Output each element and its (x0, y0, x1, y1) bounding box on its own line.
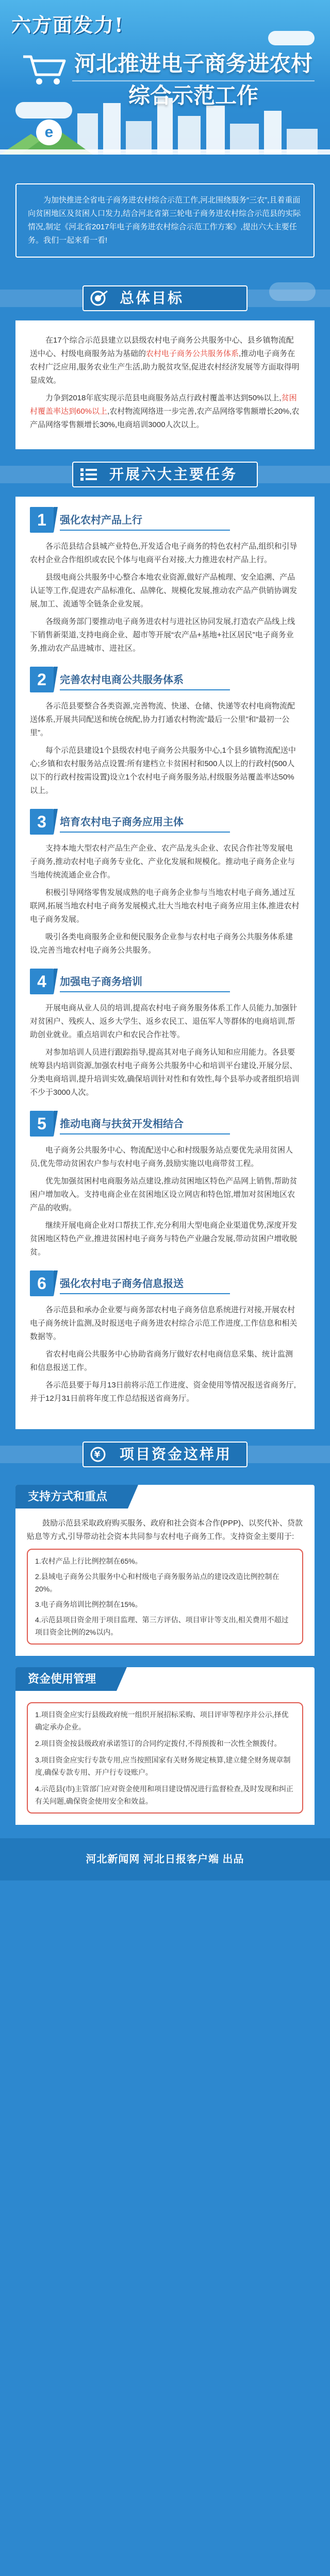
task-paragraph: 各级商务部门要推动电子商务进农村与进社区协同发展,打造农产品线上线下销售新渠道,支持电商企业、超市等开展“农产品+基地+社区居民”电子商务业务,推动农产品进城市、进社区。 (30, 617, 295, 653)
task-paragraph: 开展电商从业人员的培训,提高农村电子商务服务体系工作人员能力,加强针对贫困户、残疾人、返乡大学生、返乡农民工、退伍军人等群体的电商培训,帮助创业就业。重点培训农户和农民合作社等。 (30, 1004, 298, 1039)
task-header (30, 969, 300, 996)
shopping-cart-icon (21, 52, 67, 88)
usage-body (15, 1691, 315, 1825)
task-paragraph: 县级电商公共服务中心整合本地农业资源,做好产品梳理、安全追溯、产品认证等工作,促进农产品标准化、品牌化、规模化发展,推动农产品产供销协调发展,加工、流通等全链条企业发展。 (30, 573, 298, 608)
support-item: 3.电子商务培训比例控制在15%。 (35, 1600, 142, 1608)
task-header (30, 667, 300, 694)
support-title-bar (15, 1485, 315, 1509)
task-paragraph: 各示范县结合县城产业特色,开发适合电子商务的特色农村产品,组织和引导农村企业合作组织或农民个体与电商平台对接,大力推进农村产品上行。 (30, 542, 298, 564)
task-item (15, 667, 315, 798)
goal-paragraph-2 (30, 392, 300, 432)
goal-card (15, 320, 315, 449)
task-paragraph: 电子商务公共服务中心、物流配送中心和村级服务站点要优先录用贫困人员,优先带动贫困农户参与农村电子商务,鼓励实施以电商带贫工程。 (30, 1146, 293, 1168)
task-paragraph: 积极引导网络零售发展成熟的电子商务企业参与当地农村电子商务,通过互联网,拓展当地农村电子商务发展模式,壮大当地农村电子商务应用主体,推进农村电子商务发展。 (30, 888, 300, 924)
goal-highlight: 农村电子商务公共服务体系 (146, 349, 239, 358)
page-title (72, 49, 315, 110)
svg-text:¥: ¥ (94, 1450, 102, 1460)
hero-banner (0, 0, 330, 155)
usage-title-bar (15, 1667, 315, 1691)
task-title: 推动电商与扶贫开发相结合 (60, 1114, 230, 1134)
task-paragraph: 支持本地大型农村产品生产企业、农产品龙头企业、农民合作社等发展电子商务,推动农村电子商务专业化、产业化发展和规模化。推动电子商务企业与当地传统流通企业合作。 (30, 844, 295, 879)
task-item (15, 1111, 315, 1259)
footer-credit: 河北新闻网 河北日报客户端 出品 (0, 1838, 330, 1880)
task-item (15, 969, 315, 1099)
title-line-2: 综合示范工作 (128, 83, 258, 108)
task-number: 6 (30, 1270, 54, 1296)
goal-text: ,农村物流网络进一步完善,农产品网络零售额增长20%,农产品网络零售额增长30%,电商培训3000人次以上。 (30, 407, 300, 429)
target-icon (90, 290, 108, 307)
intro-section (0, 155, 330, 273)
support-body (15, 1509, 315, 1656)
goal-text: 力争到2018年底实现示范县电商服务站点行政村覆盖率达到50%以上, (45, 394, 282, 402)
section-header-funds (0, 1434, 330, 1473)
task-header (30, 1270, 300, 1298)
support-item: 4.示范县项目资金用于项目监理、第三方评估、项目审计等支出,相关费用不超过项目资金比例的2%以内。 (35, 1616, 289, 1636)
section-header-tasks (0, 454, 330, 494)
section-header-goal (0, 278, 330, 317)
money-icon (90, 1446, 108, 1463)
usage-item: 3.项目资金应实行专款专用,应当按照国家有关财务规定核算,建立健全财务规章制度,确保专款专用、开户行专设账户。 (35, 1756, 291, 1776)
task-paragraph: 对参加培训人员进行跟踪指导,提高其对电子商务认知和应用能力。各县要统筹县内培训资源,加强农村电子商务公共服务中心和培训平台建设,开展分层、分类电商培训,提升培训实效,确保培训针对性和有效性,每个县举办或者组织培训不少于3000人次。 (30, 1048, 300, 1097)
goal-heading: 总体目标 (120, 290, 184, 306)
support-intro: 鼓励示范县采取政府购买服务、政府和社会资本合作(PPP)、以奖代补、贷款贴息等方式,引导带动社会资本共同参与农村电子商务工作。支持资金主要用于: (27, 1519, 303, 1541)
section-title-tasks (72, 462, 258, 487)
support-item: 1.农村产品上行比例控制在65%。 (35, 1557, 142, 1565)
task-paragraph: 省农村电商公共服务中心协助省商务厅做好农村电商信息采集、统计监测和信息报送工作。 (30, 1350, 293, 1372)
goal-text: ,推动电子商务在农村广泛应用,服务农业生产生活,助力脱贫攻坚,促进农村经济发展等方面取得明显成效。 (30, 349, 300, 385)
task-number: 2 (30, 667, 54, 692)
task-header (30, 1111, 300, 1139)
task-item (15, 507, 315, 655)
task-header (30, 809, 300, 837)
task-paragraph: 优先加强贫困村电商服务站点建设,推动贫困地区特色产品网上销售,帮助贫困户增加收入。支持电商企业在贫困地区设立网店和特色馆,增加对贫困地区农产品的收购。 (30, 1177, 298, 1212)
task-title: 培育农村电子商务应用主体 (60, 812, 230, 833)
task-title: 强化农村电子商务信息报送 (60, 1274, 230, 1294)
task-paragraph: 吸引各类电商服务企业和便民服务企业参与农村电子商务公共服务体系建设,完善当地农村电子商务公共服务。 (30, 933, 293, 955)
task-number: 3 (30, 809, 54, 835)
goal-text: 在17个综合示范县建立以县级农村电子商务公共服务中心、县乡镇物流配送中心、村级电商服务站为基础的 (30, 336, 294, 358)
usage-item: 1.项目资金应实行县级政府统一组织开展招标采购、项目评审等程序并公示,择优确定承办企业。 (35, 1710, 289, 1731)
task-paragraph: 各示范县和承办企业要与商务部农村电子商务信息系统进行对接,开展农村电子商务统计监测,及时报送电子商务进农村综合示范工作进度,工作信息和相关数据等。 (30, 1306, 298, 1341)
tasks-card (15, 497, 315, 1429)
goal-paragraph-1 (30, 334, 300, 387)
slogan: 六方面发力! (11, 13, 124, 37)
goal-highlight: 贫困村覆盖率达到60%以上 (30, 394, 297, 416)
usage-items-box (27, 1702, 303, 1814)
funds-heading: 项目资金这样用 (120, 1446, 232, 1462)
task-title: 完善农村电商公共服务体系 (60, 670, 230, 690)
task-header (30, 507, 300, 535)
usage-title: 资金使用管理 (15, 1667, 117, 1691)
task-paragraph: 各示范县要于每月13日前将示范工作进度、资金使用等情况报送省商务厅,并于12月31日前将年度工作总结报送省商务厅。 (30, 1381, 296, 1403)
task-number: 1 (30, 507, 54, 533)
usage-item: 2.项目资金按县级政府承诺签订的合同约定拨付,不得预拨和一次性全额拨付。 (35, 1739, 282, 1748)
cloud-decoration (269, 282, 316, 301)
support-items-box (27, 1549, 303, 1645)
task-number: 5 (30, 1111, 54, 1137)
section-title-goal (82, 285, 248, 311)
task-item (15, 809, 315, 957)
usage-item: 4.示范县(市)主管部门应对资金使用和项目建设情况进行监督检查,及时发现和纠正有关问题,确保资金使用安全和效益。 (35, 1785, 293, 1805)
e-commerce-icon: e (36, 120, 62, 145)
task-paragraph: 每个示范县建设1个县级农村电子商务公共服务中心,1个县乡镇物流配送中心;乡镇和农村服务站点设置:所有建档立卡贫困村和500人以上的行政村(500人以下的行政村按需设置)设立1个农村电子商务服务站,村级服务站覆盖率达50%以上。 (30, 746, 296, 795)
title-line-1: 河北推进电子商务进农村 (72, 49, 315, 81)
task-item (15, 1270, 315, 1405)
tasks-heading: 开展六大主要任务 (109, 466, 238, 482)
task-number: 4 (30, 969, 54, 994)
task-paragraph: 继续开展电商企业对口帮扶工作,充分利用大型电商企业渠道优势,深度开发贫困地区特色产业,推进贫困村电子商务与特色产业融合发展,带动贫困户增收脱贫。 (30, 1221, 298, 1257)
task-title: 强化农村产品上行 (60, 510, 230, 531)
intro-text: 为加快推进全省电子商务进农村综合示范工作,河北围绕服务“三农”,且着重面向贫困地区及贫困人口发力,结合河北省第三轮电子商务进农村综合示范县的实际情况,制定《河北省2017年电子商务进农村综合示范工作方案》,提出六大主要任务。我们一起来看一看! (15, 183, 315, 258)
support-item: 2.县域电子商务公共服务中心和村级电子商务服务站点的建设改造比例控制在20%。 (35, 1572, 279, 1593)
task-paragraph: 各示范县要整合各类资源,完善物流、快递、仓储、快递等农村电商物流配送体系,开展共同配送和统仓统配,协力打通农村物流“最后一公里”和“最初一公里”。 (30, 702, 295, 737)
task-title: 加强电子商务培训 (60, 972, 230, 992)
list-icon (79, 466, 98, 483)
section-title-funds (82, 1442, 248, 1467)
cloud-decoration (268, 31, 315, 45)
support-title: 支持方式和重点 (15, 1485, 128, 1509)
